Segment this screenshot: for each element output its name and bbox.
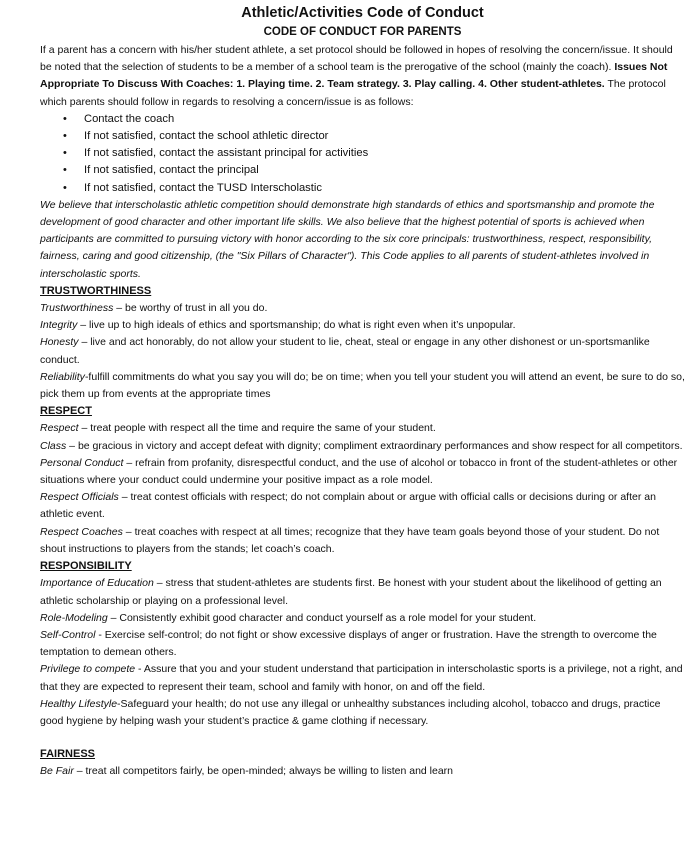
list-item — [40, 369, 685, 403]
protocol-steps-list — [40, 111, 685, 197]
list-item — [40, 420, 685, 437]
item-term: Trustworthiness — [40, 302, 114, 315]
list-item — [63, 145, 685, 162]
step-text: If not satisfied, contact the TUSD Interscholastic — [84, 181, 322, 194]
list-item — [40, 610, 685, 627]
list-item — [63, 180, 685, 197]
list-item — [40, 627, 685, 661]
item-term: Class — [40, 439, 67, 452]
list-item — [40, 334, 685, 368]
step-text: Contact the coach — [84, 112, 175, 125]
intro-text: If a parent has a concern with his/her student athlete, a set protocol should be followed in hopes of resolving the concern/issue. It should be noted that the selection of students to be a member of a school team is the prerogative of the school (mainly the coach). — [40, 44, 673, 74]
item-text: – live up to high ideals of ethics and sportsmanship; do what is right even when it’s unpopular. — [77, 319, 516, 332]
item-text: – be gracious in victory and accept defeat with dignity; compliment extraordinary performances and show respect for all competitors. — [66, 439, 683, 452]
item-term: Respect Coaches — [40, 525, 123, 538]
item-text: – refrain from profanity, disrespectful conduct, and the use of alcohol or tobacco in front of the student-athletes or other situations where your conduct could undermine your positive impact as a role model. — [40, 456, 678, 487]
item-term: Role-Modeling — [40, 611, 108, 624]
item-text: – treat contest officials with respect; do not complain about or argue with official calls or decisions during or after an athletic event. — [40, 491, 656, 521]
list-item — [40, 696, 685, 730]
item-term: Reliability — [40, 370, 85, 383]
intro-tail-text: The protocol which parents should follow in regards to resolving a concern/issue is as follows: — [40, 78, 666, 108]
item-text: – Consistently exhibit good character and conduct yourself as a role model for your student. — [107, 611, 537, 624]
list-item — [63, 162, 685, 179]
intro-paragraph — [40, 42, 685, 111]
step-text: If not satisfied, contact the principal — [84, 164, 259, 177]
item-term: Personal Conduct — [40, 456, 124, 469]
page-subtitle: CODE OF CONDUCT FOR PARENTS — [263, 26, 462, 38]
list-item — [40, 438, 685, 455]
item-text: -fulfill commitments do what you say you will do; be on time; when you tell your student you will attend an event, be sure to do so, pick them up from events at the appropriate times — [40, 370, 685, 401]
bullet-icon: • — [63, 164, 67, 177]
list-item — [40, 661, 685, 695]
item-term: Self-Control — [40, 628, 96, 641]
item-term: Importance of Education — [40, 577, 154, 590]
item-text: – treat people with respect all the time and require the same of your student. — [78, 422, 436, 435]
page-title: Athletic/Activities Code of Conduct — [241, 5, 484, 21]
section-heading-responsibility: RESPONSIBILITY — [40, 560, 132, 573]
belief-paragraph: We believe that interscholastic athletic competition should demonstrate high standards of ethics and sportsmanship and promote the development of good character and other important life skills. We also believe that the highest potential of sports is achieved when participants are committed to pursuing victory with honor according to the six core principals: trustworthiness, respect, responsibility, fairness, caring and good citizenship, (the "Six Pillars of Character"). This Code applies to all parents of student-athletes involved in interscholastic sports. — [40, 198, 655, 280]
item-term: Honesty — [40, 336, 79, 349]
list-item — [40, 300, 685, 317]
item-term: Integrity — [40, 319, 78, 332]
item-text: - Assure that you and your student understand that participation in interscholastic sports is a privilege, not a right, and that they are expected to represent their team, school and family with honor, on and off the field. — [40, 663, 683, 693]
list-item — [63, 111, 685, 128]
section-heading-respect: RESPECT — [40, 405, 92, 418]
item-text: – stress that student-athletes are students first. Be honest with your student about the likelihood of getting an athletic scholarship or playing on a professional level. — [40, 577, 662, 607]
section-spacer — [40, 730, 685, 746]
list-item — [40, 524, 685, 558]
item-text: – treat coaches with respect at all times; recognize that they have team goals beyond those of your student. Do not shout instructions to players from the stands; let coach’s coach. — [40, 525, 660, 555]
item-text: – be worthy of trust in all you do. — [113, 302, 268, 315]
item-text: – treat all competitors fairly, be open-minded; always be willing to listen and learn — [73, 765, 454, 778]
list-item — [40, 575, 685, 609]
bullet-icon: • — [63, 112, 67, 125]
bullet-icon: • — [63, 181, 67, 194]
section-heading-trustworthiness: TRUSTWORTHINESS — [40, 284, 152, 297]
intro-bold-text: Issues Not Appropriate To Discuss With Coaches: 1. Playing time. 2. Team strategy. 3. Play calling. 4. Other student-athletes. — [40, 61, 668, 91]
item-term: Healthy Lifestyle — [40, 697, 118, 710]
list-item — [63, 128, 685, 145]
bullet-icon: • — [63, 130, 67, 143]
section-heading-fairness: FAIRNESS — [40, 748, 96, 761]
item-term: Be Fair — [40, 765, 74, 778]
bullet-icon: • — [63, 147, 67, 160]
step-text: If not satisfied, contact the assistant principal for activities — [84, 147, 369, 160]
step-text: If not satisfied, contact the school athletic director — [84, 130, 329, 143]
list-item — [40, 763, 685, 780]
list-item — [40, 455, 685, 489]
list-item — [40, 489, 685, 523]
item-text: - Exercise self-control; do not fight or show excessive displays of anger or frustration. Have the strength to overcome the temptation to demean others. — [40, 628, 657, 659]
item-term: Respect — [40, 422, 79, 435]
item-term: Privilege to compete — [40, 663, 136, 676]
item-text: -Safeguard your health; do not use any illegal or unhealthy substances including alcohol, tobacco and drugs, practice good hygiene by helping wash your student’s practice & game clothing if necessary. — [40, 697, 661, 727]
item-term: Respect Officials — [40, 491, 119, 504]
list-item — [40, 317, 685, 334]
item-text: – live and act honorably, do not allow your student to lie, cheat, steal or engage in any other dishonest or un-sportsmanlike conduct. — [40, 336, 650, 366]
